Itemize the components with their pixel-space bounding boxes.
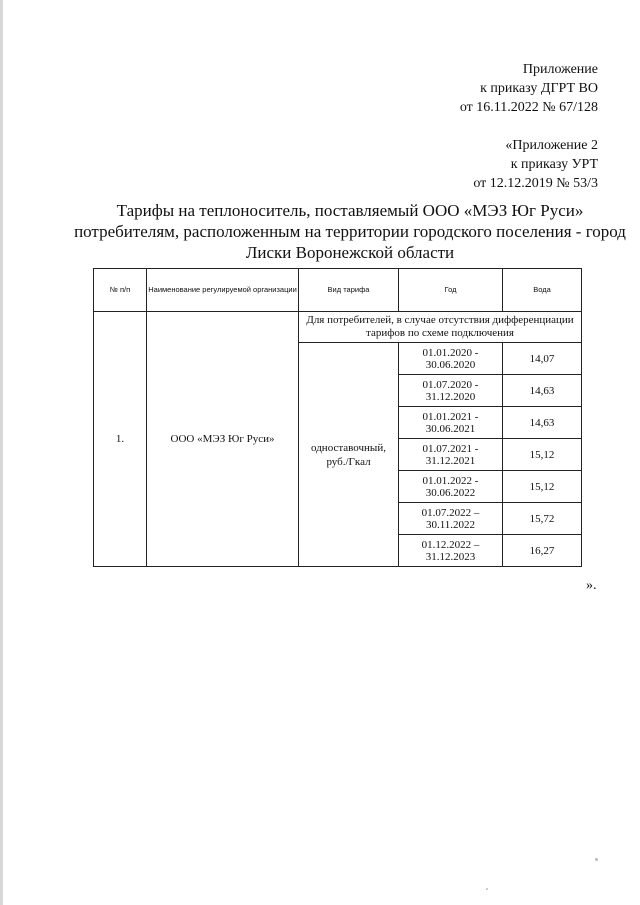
header-year: Год [399,269,503,312]
scan-edge [0,0,3,905]
order-ref-line-2: к приказу УРТ [510,157,598,172]
period-from: 01.01.2020 - [422,346,479,359]
period-cell [399,407,503,439]
title-line-2: потребителям, расположенным на территории городского поселения - город [74,222,626,241]
water-value: 16,27 [503,535,582,567]
water-value: 14,63 [503,375,582,407]
title-line-3: Лиски Воронежской области [245,243,455,262]
period-cell [399,343,503,375]
header-org: Наименование регулируемой организации [147,269,299,312]
period-to: 30.06.2022 [425,486,476,499]
header-num: № п/п [94,269,147,312]
period-to: 31.12.2023 [425,550,476,563]
period-to: 30.11.2022 [425,518,476,531]
period-cell [399,471,503,503]
tariff-kind-line-2: руб./Гкал [326,455,371,468]
document-title [60,200,640,263]
period-to: 31.12.2020 [425,390,476,403]
period-from: 01.12.2022 – [421,538,480,551]
table-header-row [94,269,582,312]
water-value: 15,72 [503,503,582,535]
organization-name: ООО «МЭЗ Юг Руси» [147,312,299,567]
scan-speck [486,888,488,890]
period-from: 01.07.2020 - [422,378,479,391]
period-from: 01.01.2022 - [422,474,479,487]
period-cell [399,535,503,567]
period-from: 01.07.2022 – [421,506,480,519]
water-value: 14,07 [503,343,582,375]
period-cell [399,439,503,471]
appendix-header [460,60,598,193]
water-value: 15,12 [503,439,582,471]
tariff-kind [299,343,399,567]
appendix2-line: «Приложение 2 [505,138,598,153]
tariff-table [93,268,582,567]
scan-speck [595,858,598,861]
closing-quote: ». [586,578,597,593]
row-number: 1. [94,312,147,567]
period-from: 01.01.2021 - [422,410,479,423]
water-value: 14,63 [503,407,582,439]
water-value: 15,12 [503,471,582,503]
period-from: 01.07.2021 - [422,442,479,455]
tariff-note: Для потребителей, в случае отсутствия дифференциации тарифов по схеме подключения [299,312,582,343]
order-date-line-2: от 12.12.2019 № 53/3 [473,176,598,191]
table-row [94,312,582,343]
order-ref-line: к приказу ДГРТ ВО [480,81,598,96]
period-cell [399,375,503,407]
order-date-line: от 16.11.2022 № 67/128 [459,100,598,115]
period-to: 30.06.2021 [425,422,476,435]
period-cell [399,503,503,535]
title-line-1: Тарифы на теплоноситель, поставляемый ООО «МЭЗ Юг Руси» [116,201,584,220]
appendix-line: Приложение [522,62,598,77]
header-kind: Вид тарифа [299,269,399,312]
period-to: 31.12.2021 [425,454,476,467]
header-water: Вода [503,269,582,312]
tariff-kind-line-1: одноставочный, [311,441,386,454]
period-to: 30.06.2020 [425,358,476,371]
